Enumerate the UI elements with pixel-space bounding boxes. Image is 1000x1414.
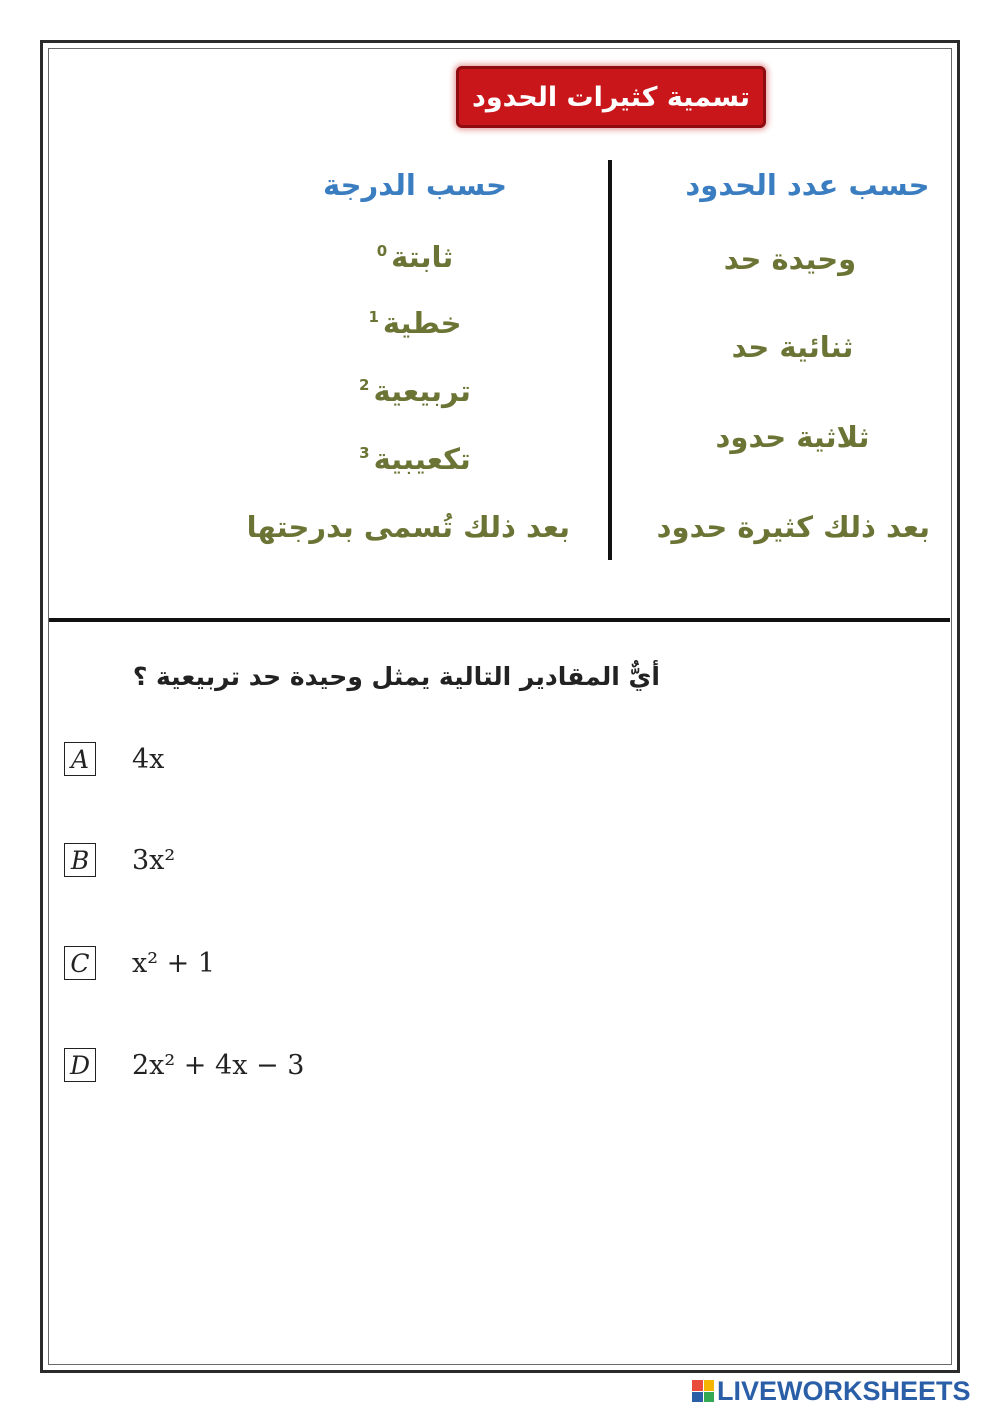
column-divider — [608, 160, 612, 560]
degree-item-cubic — [320, 442, 510, 476]
option-b[interactable] — [64, 840, 175, 880]
degree-footer: بعد ذلك تُسمى بدرجتها — [246, 510, 570, 544]
degree-number: 2 — [359, 376, 370, 395]
degree-label: خطية — [382, 306, 462, 340]
term-item-monomial: وحيدة حد — [723, 242, 857, 276]
option-c-expression: x² + 1 — [132, 947, 216, 979]
option-d-expression: 2x² + 4x − 3 — [132, 1049, 305, 1081]
degree-label: ثابتة — [391, 240, 454, 274]
degree-number: 3 — [359, 444, 370, 463]
term-item-polynomial: بعد ذلك كثيرة حدود — [656, 510, 930, 544]
option-a-expression: 4x — [132, 743, 165, 775]
degree-number: 0 — [376, 242, 388, 261]
term-item-trinomial: ثلاثية حدود — [715, 420, 870, 454]
option-c-letter[interactable]: C — [64, 946, 96, 980]
question-text: أيٌّ المقادير التالية يمثل وحيدة حد تربيعية ؟ — [132, 662, 660, 691]
liveworksheets-logo-icon — [692, 1380, 714, 1402]
heading-by-terms: حسب عدد الحدود — [685, 168, 930, 202]
option-d[interactable] — [64, 1045, 304, 1085]
option-c[interactable] — [64, 943, 215, 983]
liveworksheets-watermark — [692, 1376, 971, 1406]
option-d-letter[interactable]: D — [64, 1048, 96, 1082]
title-banner — [456, 66, 766, 128]
degree-label: تربيعية — [373, 374, 471, 408]
option-a[interactable] — [64, 739, 164, 779]
degree-number: 1 — [368, 308, 379, 327]
term-item-binomial: ثنائية حد — [731, 330, 854, 364]
degree-item-constant — [320, 240, 510, 274]
degree-item-linear — [320, 306, 510, 340]
option-b-letter[interactable]: B — [64, 843, 96, 877]
option-a-letter[interactable]: A — [64, 742, 96, 776]
degree-item-quadratic — [320, 374, 510, 408]
watermark-text: LIVEWORKSHEETS — [717, 1375, 971, 1406]
heading-by-degree: حسب الدرجة — [323, 168, 507, 202]
title-text: تسمية كثيرات الحدود — [472, 81, 750, 113]
degree-label: تكعيبية — [373, 442, 471, 476]
section-divider — [49, 618, 950, 622]
option-b-expression: 3x² — [132, 844, 176, 876]
